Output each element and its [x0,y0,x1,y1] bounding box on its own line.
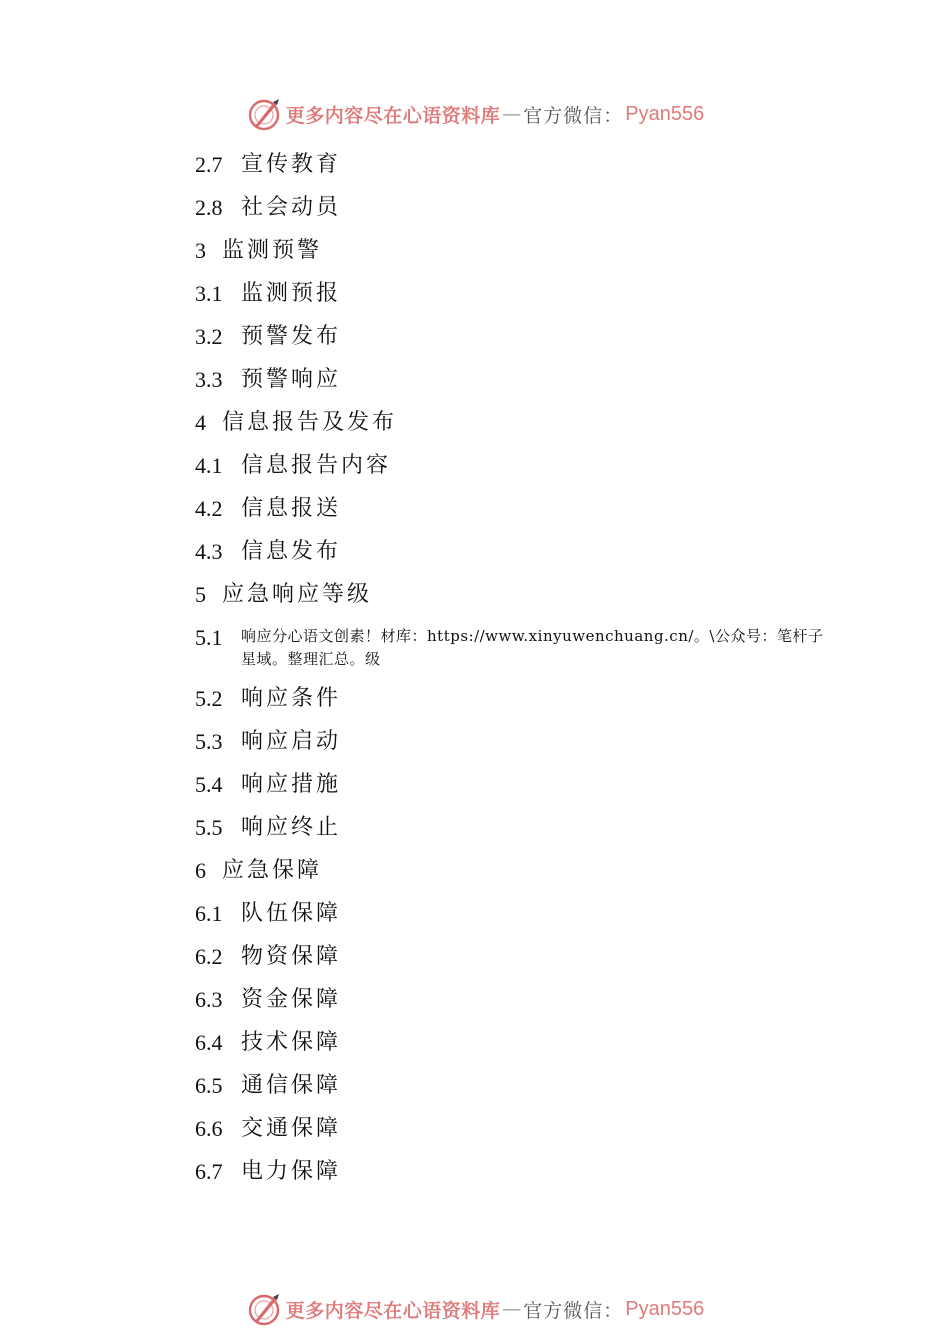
toc-item [195,1028,835,1058]
toc-title: 通信保障 [241,1073,342,1098]
toc-title: 信息报告及发布 [222,410,398,435]
toc-number: 6.7 [195,1159,223,1184]
toc-item [195,1157,835,1187]
toc-item [195,1071,835,1101]
toc-number: 3.2 [195,324,223,349]
footer-banner [0,1289,950,1329]
toc-title: 信息发布 [241,539,342,564]
toc-item [195,408,835,438]
toc-number: 2.7 [195,152,223,177]
header-banner [0,94,950,134]
toc-title: 响应启动 [241,729,342,754]
toc-title: 资金保障 [241,987,342,1012]
toc-item [195,322,835,352]
toc-number: 6.5 [195,1073,223,1098]
toc-title: 监测预警 [222,238,323,263]
footer-dash: — [502,1298,522,1320]
toc-number: 4.2 [195,496,223,521]
toc-item [195,813,835,843]
toc-title: 交通保障 [241,1116,342,1141]
toc-title: 社会动员 [241,195,342,220]
quill-logo-icon [246,96,282,132]
header-dash: — [502,103,522,125]
header-wechat-label: 官方微信： [523,104,624,127]
toc-item [195,494,835,524]
toc-item [195,623,835,671]
toc-title: 信息报送 [241,496,342,521]
toc-number: 3.1 [195,281,223,306]
toc-number: 3.3 [195,367,223,392]
table-of-contents [195,150,835,1200]
toc-number: 6.1 [195,901,223,926]
toc-item [195,727,835,757]
toc-number: 4.1 [195,453,223,478]
toc-item [195,942,835,972]
toc-item [195,684,835,714]
toc-item [195,985,835,1015]
toc-item [195,279,835,309]
toc-item [195,770,835,800]
toc-title: 电力保障 [241,1159,342,1184]
toc-number: 5.1 [195,625,223,650]
toc-title: 技术保障 [241,1030,342,1055]
toc-number: 4.3 [195,539,223,564]
toc-item [195,1114,835,1144]
toc-number: 4 [195,410,206,435]
toc-item [195,537,835,567]
toc-item [195,580,835,610]
toc-item [195,150,835,180]
toc-number: 5.2 [195,686,223,711]
toc-item [195,856,835,886]
toc-number: 5.5 [195,815,223,840]
toc-title: 响应终止 [241,815,342,840]
toc-number: 2.8 [195,195,223,220]
footer-wechat-label: 官方微信： [523,1299,624,1322]
toc-title: 物资保障 [241,944,342,969]
toc-title: 预警响应 [241,367,342,392]
toc-title: 响应条件 [241,686,342,711]
toc-title: 队伍保障 [241,901,342,926]
toc-number: 5.3 [195,729,223,754]
toc-title: 宣传教育 [241,152,342,177]
toc-number: 6.6 [195,1116,223,1141]
header-wechat-id: Pyan556 [625,102,705,125]
header-site-text: 更多内容尽在心语资料库 [285,104,501,127]
toc-title: 响应措施 [241,772,342,797]
toc-title: 信息报告内容 [241,453,392,478]
toc-title: 监测预报 [241,281,342,306]
toc-item [195,451,835,481]
quill-logo-icon [246,1291,282,1327]
toc-item [195,365,835,395]
toc-number: 5 [195,582,206,607]
toc-title: 响应分心语文创素！材库：https://www.xinyuwenchuang.cn/。\公众号：笔杆子星域。整理汇总。级 [241,627,824,668]
footer-wechat-id: Pyan556 [625,1297,705,1320]
toc-number: 6.4 [195,1030,223,1055]
toc-number: 6 [195,858,206,883]
toc-number: 6.3 [195,987,223,1012]
toc-title: 应急响应等级 [222,582,373,607]
toc-title: 应急保障 [222,858,323,883]
toc-number: 6.2 [195,944,223,969]
toc-title: 预警发布 [241,324,342,349]
toc-item [195,236,835,266]
toc-number: 5.4 [195,772,223,797]
toc-item [195,193,835,223]
footer-site-text: 更多内容尽在心语资料库 [285,1299,501,1322]
toc-number: 3 [195,238,206,263]
toc-item [195,899,835,929]
